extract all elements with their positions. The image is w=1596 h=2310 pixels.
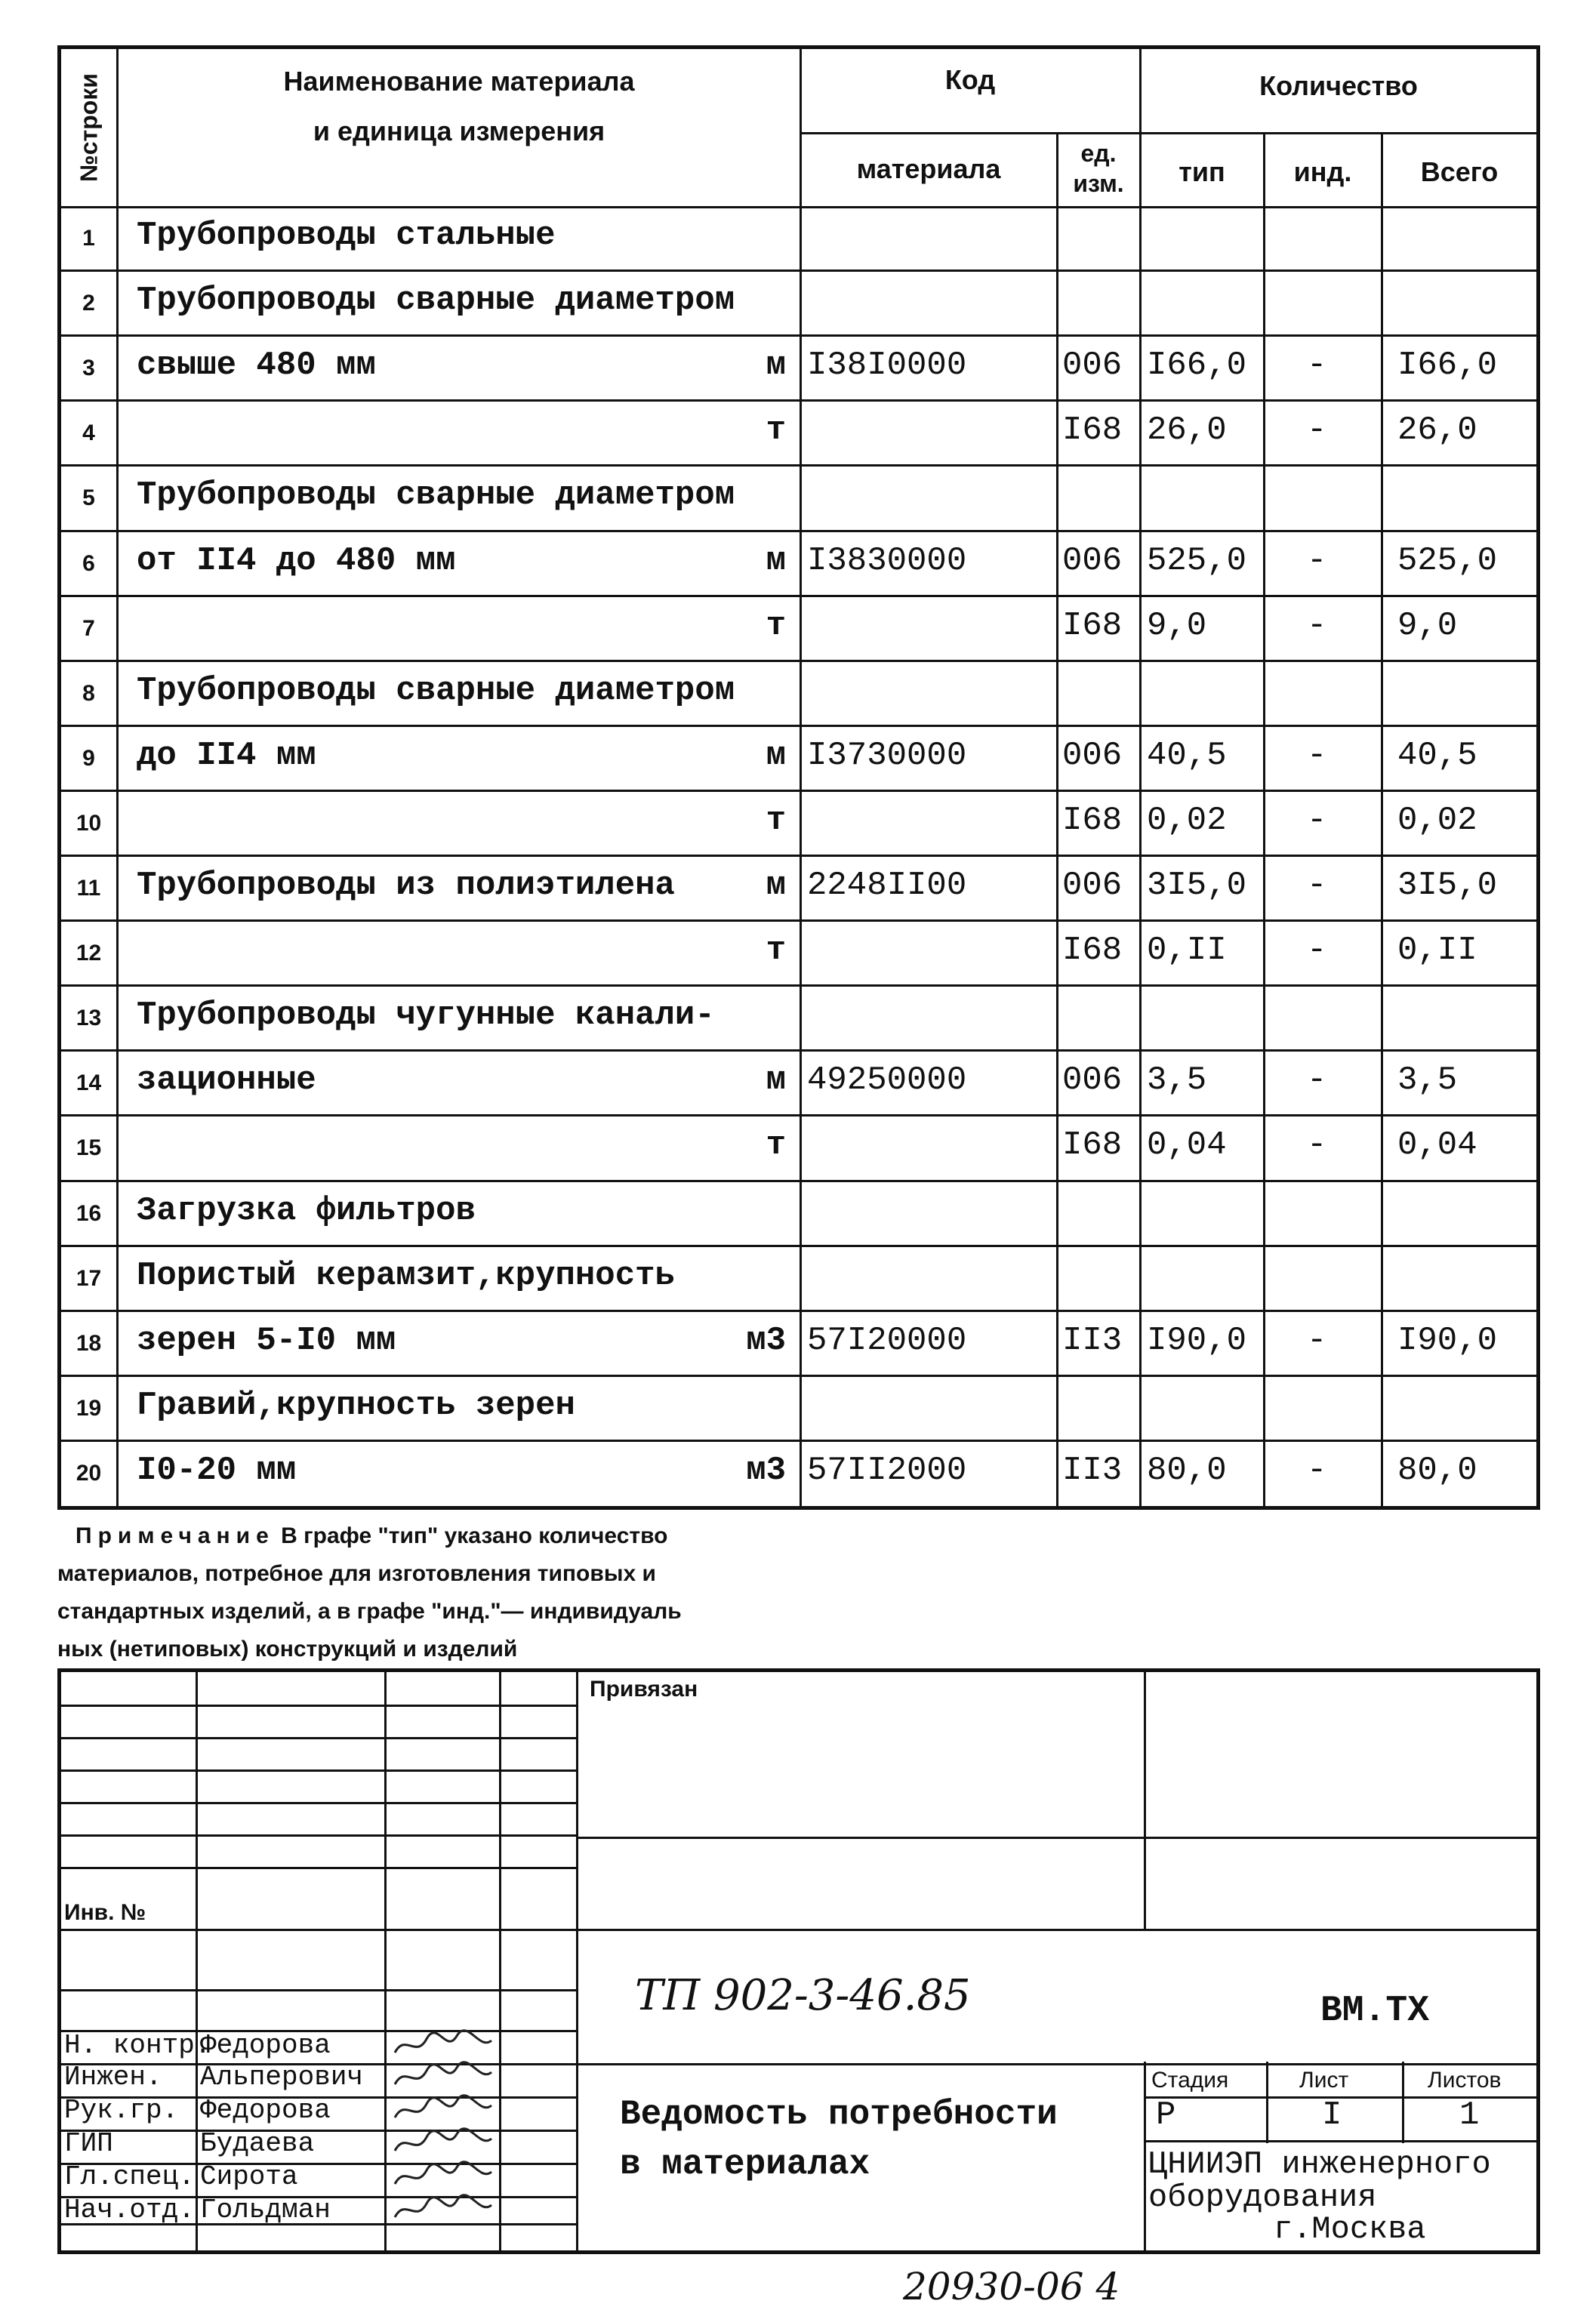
row-16-n: 16 — [75, 1200, 102, 1226]
grid-line — [576, 1672, 578, 2250]
row-4-ind: - — [1307, 411, 1327, 450]
code-header: Код — [944, 64, 996, 95]
grid-line — [61, 1737, 576, 1739]
row-10-unit: т — [766, 801, 786, 839]
row-11-name: Трубопроводы из полиэтилена — [137, 867, 675, 904]
row-18-name: зерен 5-I0 мм — [137, 1321, 396, 1360]
row-14-unit: м — [766, 1061, 786, 1100]
row-divider — [61, 334, 1536, 337]
row-11-tip: 3I5,0 — [1147, 867, 1247, 904]
row-number-header: №строки — [75, 73, 102, 182]
materials-table — [57, 45, 1540, 1510]
row-10-total: 0,02 — [1397, 801, 1477, 839]
signature-role: Гл.спец. — [64, 2161, 195, 2192]
signature-name: Федорова — [200, 2030, 331, 2061]
row-15-edizm: I68 — [1062, 1126, 1123, 1165]
row-1-name: Трубопроводы стальные — [137, 217, 556, 254]
row-11-code: 2248II00 — [807, 867, 967, 904]
row-8-n: 8 — [82, 680, 95, 706]
row-20-edizm: II3 — [1062, 1451, 1123, 1489]
row-16-name: Загрузка фильтров — [137, 1191, 476, 1230]
signature-role: Н. контр. — [64, 2030, 211, 2061]
row-9-unit: м — [766, 736, 786, 775]
row-13-n: 13 — [75, 1006, 102, 1031]
row-divider — [61, 1440, 1536, 1442]
document-mark: ВМ.ТХ — [1320, 1991, 1430, 2031]
header-divider — [800, 132, 1536, 134]
row-18-n: 18 — [75, 1330, 102, 1356]
col-divider — [1381, 134, 1383, 1506]
row-3-ind: - — [1307, 346, 1327, 385]
header-bottom — [61, 206, 1536, 208]
signature-scribble — [390, 2160, 496, 2193]
row-15-unit: т — [766, 1126, 786, 1165]
row-4-tip: 26,0 — [1147, 411, 1227, 450]
grid-line — [61, 1867, 576, 1869]
grid-line — [1266, 2062, 1268, 2143]
row-divider — [61, 984, 1536, 987]
row-7-ind: - — [1307, 606, 1327, 645]
row-15-ind: - — [1307, 1126, 1327, 1165]
footer-number: 20930-06 4 — [903, 2265, 1120, 2308]
row-9-total: 40,5 — [1397, 736, 1477, 775]
grid-line — [1144, 2062, 1146, 2250]
row-6-edizm: 006 — [1062, 541, 1123, 580]
row-divider — [61, 790, 1536, 792]
grid-line — [1402, 2062, 1404, 2143]
col-divider — [1139, 49, 1142, 1506]
row-5-n: 5 — [82, 485, 95, 511]
row-4-unit: т — [766, 411, 786, 450]
row-20-tip: 80,0 — [1147, 1451, 1227, 1489]
name-header-line1: Наименование материала — [283, 66, 635, 97]
signature-role: Инжен. — [64, 2062, 162, 2093]
row-11-edizm: 006 — [1062, 867, 1123, 904]
row-divider — [61, 270, 1536, 272]
row-12-unit: т — [766, 932, 786, 970]
row-7-total: 9,0 — [1397, 606, 1458, 645]
row-14-name: зационные — [137, 1061, 316, 1100]
signature-scribble — [390, 2028, 496, 2062]
row-6-name: от II4 до 480 мм — [137, 541, 456, 580]
row-10-edizm: I68 — [1062, 801, 1123, 839]
row-9-tip: 40,5 — [1147, 736, 1227, 775]
row-11-n: 11 — [76, 876, 101, 901]
sheet-label: Лист — [1299, 2068, 1349, 2093]
row-17-name: Пористый керамзит,крупность — [137, 1256, 675, 1295]
row-4-n: 4 — [82, 420, 95, 446]
row-3-n: 3 — [82, 356, 95, 381]
row-6-total: 525,0 — [1397, 541, 1498, 580]
organization-line1: ЦНИИЭП инженерного — [1148, 2146, 1491, 2182]
document-title-line2: в материалах — [620, 2145, 870, 2184]
row-20-ind: - — [1307, 1451, 1327, 1489]
row-divider — [61, 1114, 1536, 1116]
signature-role: Нач.отд. — [64, 2194, 195, 2225]
row-7-n: 7 — [82, 615, 95, 641]
grid-line — [61, 1769, 576, 1772]
row-6-unit: м — [766, 541, 786, 580]
col-divider — [800, 49, 802, 1506]
sheets-value: 1 — [1459, 2096, 1480, 2134]
document-code: ТП 902-3-46.85 — [635, 1971, 971, 2020]
grid-line — [1144, 1672, 1146, 1929]
row-20-n: 20 — [75, 1460, 102, 1486]
row-3-tip: I66,0 — [1147, 346, 1247, 385]
row-4-total: 26,0 — [1397, 411, 1477, 450]
row-10-ind: - — [1307, 801, 1327, 839]
row-6-code: I3830000 — [807, 541, 967, 580]
row-15-n: 15 — [75, 1135, 102, 1161]
row-13-name: Трубопроводы чугунные канали- — [137, 996, 715, 1035]
quantity-header: Количество — [1259, 70, 1418, 101]
row-20-code: 57II2000 — [807, 1451, 967, 1489]
row-18-unit: м3 — [746, 1321, 786, 1360]
row-11-total: 3I5,0 — [1397, 867, 1498, 904]
row-14-code: 49250000 — [807, 1061, 967, 1100]
row-divider — [61, 595, 1536, 597]
row-3-name: свыше 480 мм — [137, 346, 376, 385]
stage-label: Стадия — [1151, 2068, 1229, 2093]
row-7-unit: т — [766, 606, 786, 645]
row-14-n: 14 — [75, 1070, 102, 1096]
signature-scribble — [390, 2093, 496, 2127]
document-title-line1: Ведомость потребности — [620, 2095, 1058, 2134]
row-2-name: Трубопроводы сварные диаметром — [137, 282, 735, 320]
row-15-total: 0,04 — [1397, 1126, 1477, 1165]
row-12-edizm: I68 — [1062, 932, 1123, 970]
row-2-n: 2 — [82, 291, 95, 316]
row-18-code: 57I20000 — [807, 1321, 967, 1360]
row-19-n: 19 — [75, 1395, 102, 1421]
code-unit-header: ед. изм. — [1073, 140, 1124, 197]
row-9-n: 9 — [82, 745, 95, 771]
row-18-tip: I90,0 — [1147, 1321, 1247, 1360]
row-divider — [61, 1180, 1536, 1182]
col-divider — [1263, 134, 1265, 1506]
row-divider — [61, 725, 1536, 727]
row-1-n: 1 — [82, 226, 95, 251]
row-10-n: 10 — [75, 810, 102, 836]
inventory-number-label: Инв. № — [64, 1900, 146, 1925]
row-20-unit: м3 — [746, 1451, 786, 1489]
row-8-name: Трубопроводы сварные диаметром — [137, 671, 735, 710]
row-divider — [61, 919, 1536, 922]
note-line2: материалов, потребное для изготовления типовых и — [57, 1561, 656, 1586]
grid-line — [61, 1802, 576, 1804]
grid-line — [61, 1705, 576, 1707]
grid-line — [61, 1834, 576, 1837]
row-15-tip: 0,04 — [1147, 1126, 1227, 1165]
note-line1: В графе "тип" указано количество — [281, 1523, 668, 1548]
table-note — [57, 1517, 1540, 1668]
row-12-ind: - — [1307, 932, 1327, 970]
row-9-name: до II4 мм — [137, 736, 316, 775]
sheet-value: I — [1322, 2096, 1342, 2134]
signature-scribble — [390, 2060, 496, 2093]
note-label: Примечание — [75, 1523, 275, 1548]
grid-line — [1144, 2140, 1536, 2142]
row-12-total: 0,II — [1397, 932, 1477, 970]
signature-role: Рук.гр. — [64, 2095, 179, 2126]
row-17-n: 17 — [75, 1265, 102, 1291]
row-12-n: 12 — [75, 941, 102, 966]
signature-name: Сирота — [200, 2161, 298, 2192]
row-9-edizm: 006 — [1062, 736, 1123, 775]
row-6-n: 6 — [82, 550, 95, 576]
stage-value: Р — [1156, 2096, 1176, 2134]
signature-scribble — [390, 2193, 496, 2226]
row-divider — [61, 660, 1536, 662]
row-5-name: Трубопроводы сварные диаметром — [137, 476, 735, 515]
grid-line — [576, 1837, 1536, 1839]
row-14-ind: - — [1307, 1061, 1327, 1100]
grid-line — [61, 1929, 1536, 1931]
qty-total-header: Всего — [1420, 156, 1499, 187]
row-14-tip: 3,5 — [1147, 1061, 1207, 1100]
row-4-edizm: I68 — [1062, 411, 1123, 450]
row-7-tip: 9,0 — [1147, 606, 1207, 645]
row-7-edizm: I68 — [1062, 606, 1123, 645]
grid-line — [61, 1989, 576, 1991]
row-20-name: I0-20 мм — [137, 1451, 297, 1489]
row-19-name: Гравий,крупность зерен — [137, 1386, 575, 1424]
row-18-edizm: II3 — [1062, 1321, 1123, 1360]
note-line3: стандартных изделий, а в графе "инд."— индивидуаль — [57, 1599, 682, 1624]
col-divider — [116, 49, 119, 1506]
signature-name: Будаева — [200, 2128, 315, 2159]
row-12-tip: 0,II — [1147, 932, 1227, 970]
signature-name: Федорова — [200, 2095, 331, 2126]
col-divider — [1056, 134, 1058, 1506]
qty-type-header: тип — [1179, 156, 1225, 187]
title-block — [57, 1668, 1540, 2254]
organization-line2: оборудования — [1148, 2179, 1377, 2216]
signature-name: Альперович — [200, 2062, 364, 2093]
row-divider — [61, 1049, 1536, 1052]
code-material-header: материала — [856, 153, 1001, 184]
signature-name: Гольдман — [200, 2194, 331, 2225]
row-14-edizm: 006 — [1062, 1061, 1123, 1100]
row-divider — [61, 464, 1536, 467]
row-divider — [61, 399, 1536, 402]
row-11-ind: - — [1307, 867, 1327, 904]
row-divider — [61, 530, 1536, 532]
sheets-label: Листов — [1428, 2068, 1502, 2093]
row-20-total: 80,0 — [1397, 1451, 1477, 1489]
qty-ind-header: инд. — [1293, 156, 1352, 187]
row-3-edizm: 006 — [1062, 346, 1123, 385]
row-6-tip: 525,0 — [1147, 541, 1247, 580]
row-divider — [61, 1375, 1536, 1377]
row-11-unit: м — [766, 867, 786, 904]
row-18-ind: - — [1307, 1321, 1327, 1360]
row-9-code: I3730000 — [807, 736, 967, 775]
organization-line3: г.Москва — [1274, 2211, 1426, 2247]
row-18-total: I90,0 — [1397, 1321, 1498, 1360]
row-10-tip: 0,02 — [1147, 801, 1227, 839]
name-header-line2: и единица измерения — [313, 116, 605, 146]
row-3-total: I66,0 — [1397, 346, 1498, 385]
row-6-ind: - — [1307, 541, 1327, 580]
privyazan-label: Привязан — [590, 1677, 698, 1702]
row-3-code: I38I0000 — [807, 346, 967, 385]
row-9-ind: - — [1307, 736, 1327, 775]
signature-scribble — [390, 2127, 496, 2160]
grid-line — [61, 2130, 576, 2132]
note-line4: ных (нетиповых) конструкций и изделий — [57, 1637, 518, 1662]
signature-role: ГИП — [64, 2128, 113, 2159]
row-14-total: 3,5 — [1397, 1061, 1458, 1100]
row-3-unit: м — [766, 346, 786, 385]
row-divider — [61, 1245, 1536, 1247]
row-divider — [61, 1310, 1536, 1312]
row-divider — [61, 855, 1536, 857]
